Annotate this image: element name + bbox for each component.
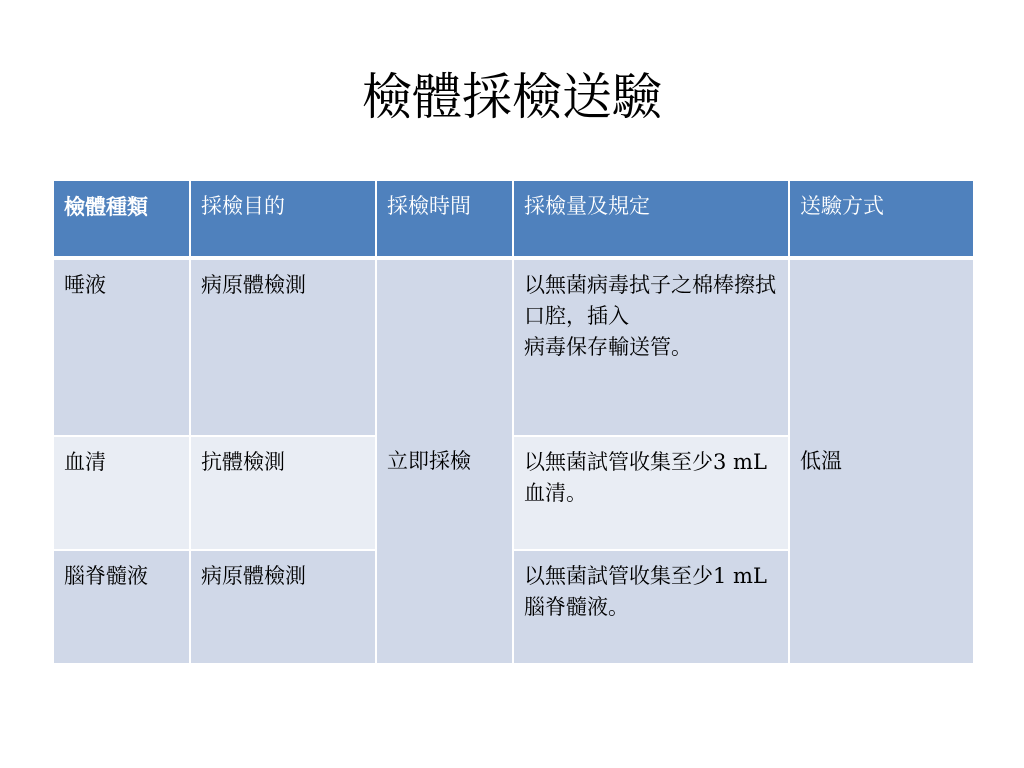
cell-purpose: 抗體檢測 — [190, 436, 376, 550]
cell-purpose: 病原體檢測 — [190, 258, 376, 436]
header-transport-method: 送驗方式 — [789, 180, 974, 258]
cell-amount: 以無菌試管收集至少1 mL 腦脊髓液。 — [513, 550, 789, 664]
table-row — [53, 258, 974, 436]
header-specimen-type: 檢體種類 — [53, 180, 190, 258]
cell-specimen: 血清 — [53, 436, 190, 550]
cell-specimen: 唾液 — [53, 258, 190, 436]
cell-amount: 以無菌試管收集至少3 mL 血清。 — [513, 436, 789, 550]
cell-transport-method: 低溫 — [789, 258, 974, 664]
table-header-row — [53, 180, 974, 258]
cell-purpose: 病原體檢測 — [190, 550, 376, 664]
header-amount-rules: 採檢量及規定 — [513, 180, 789, 258]
header-collection-time: 採檢時間 — [376, 180, 513, 258]
slide-title: 檢體採檢送驗 — [362, 68, 662, 126]
header-purpose: 採檢目的 — [190, 180, 376, 258]
cell-collection-time: 立即採檢 — [376, 258, 513, 664]
specimen-table — [52, 179, 975, 665]
cell-amount: 以無菌病毒拭子之棉棒擦拭口腔，插入 病毒保存輸送管。 — [513, 258, 789, 436]
cell-specimen: 腦脊髓液 — [53, 550, 190, 664]
